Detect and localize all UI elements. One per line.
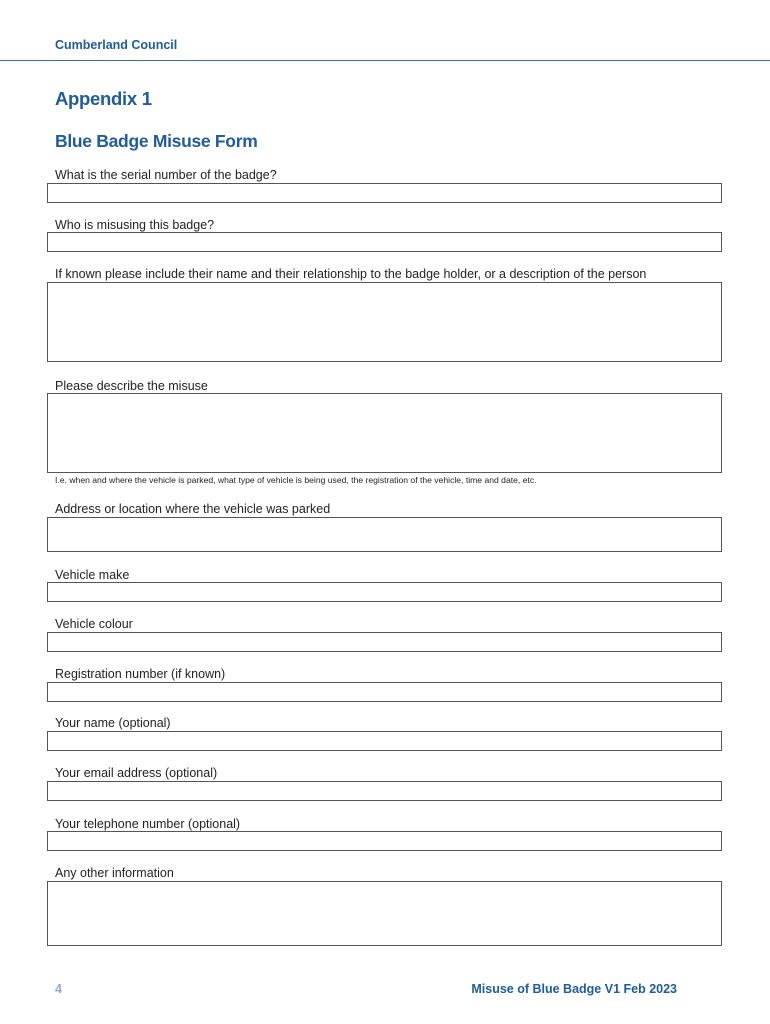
make-input[interactable]: [47, 582, 722, 602]
name-input[interactable]: [47, 731, 722, 751]
who-input[interactable]: [47, 232, 722, 252]
organisation-name: Cumberland Council: [55, 38, 178, 52]
make-label: Vehicle make: [55, 568, 130, 582]
details-textarea[interactable]: [47, 282, 722, 362]
serial-input[interactable]: [47, 183, 722, 203]
form-title: Blue Badge Misuse Form: [55, 131, 258, 151]
phone-label: Your telephone number (optional): [55, 817, 241, 831]
misuse-label: Please describe the misuse: [55, 379, 208, 393]
registration-input[interactable]: [47, 682, 722, 702]
colour-input[interactable]: [47, 632, 722, 652]
details-label: If known please include their name and their relationship to the badge holder, or a description of the person: [55, 267, 647, 281]
misuse-textarea[interactable]: [47, 393, 722, 473]
registration-label: Registration number (if known): [55, 667, 226, 681]
phone-input[interactable]: [47, 831, 722, 851]
misuse-hint: I.e. when and where the vehicle is parked, what type of vehicle is being used, the registration of the vehicle, time and date, etc.: [55, 475, 537, 485]
email-label: Your email address (optional): [55, 766, 218, 780]
email-input[interactable]: [47, 781, 722, 801]
other-textarea[interactable]: [47, 881, 722, 946]
appendix-heading: Appendix 1: [55, 88, 152, 109]
other-label: Any other information: [55, 866, 174, 880]
serial-label: What is the serial number of the badge?: [55, 168, 277, 182]
address-input[interactable]: [47, 517, 722, 552]
colour-label: Vehicle colour: [55, 617, 133, 631]
who-label: Who is misusing this badge?: [55, 218, 215, 232]
name-label: Your name (optional): [55, 716, 171, 730]
page-number: 4: [55, 982, 62, 996]
document-reference: Misuse of Blue Badge V1 Feb 2023: [471, 982, 677, 996]
header-divider: [0, 60, 770, 61]
address-label: Address or location where the vehicle was parked: [55, 502, 331, 516]
